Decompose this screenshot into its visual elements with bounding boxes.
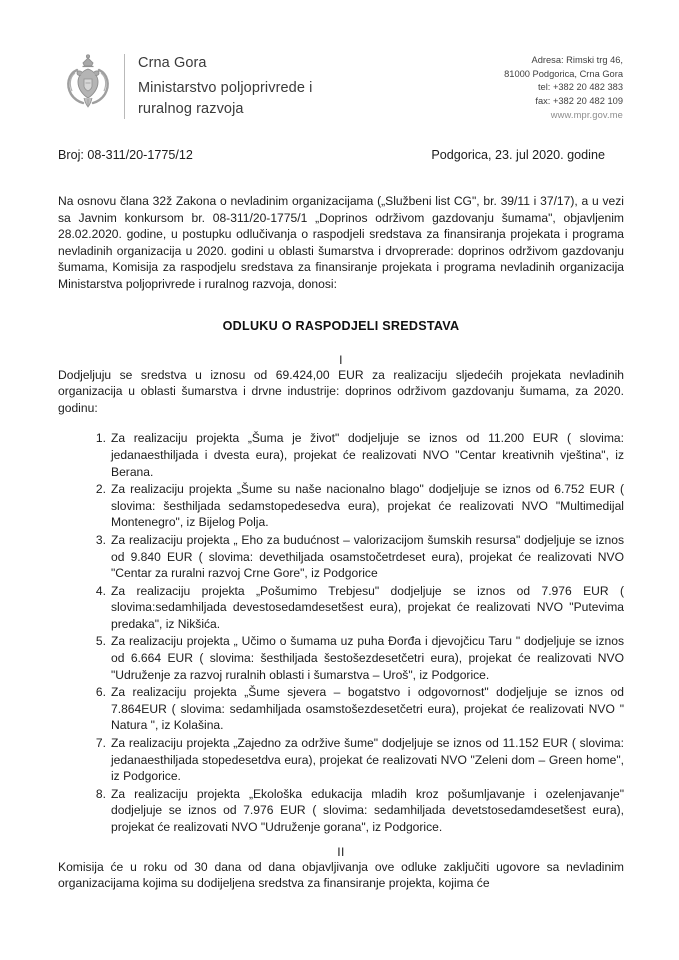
ministry-branding	[62, 52, 312, 119]
preamble-paragraph: Na osnovu člana 32ž Zakona o nevladinim organizacijama („Službeni list CG", br. 39/11 i 37/17), a u vezi sa Javnim konkursom br. 08-311/20-1775/1 „Doprinos održivom gazdovanju šumama", objavljenim 28.02.2020. godine, u postupku odlučivanja o raspodjeli sredstava za finansiranja projekata i programa nevladinih organizacija u 2020. godini u oblasti šumarstva i drvoprerade: doprinos održivom gazdovanju šumama, Komisija za raspodjelu sredstava za finansiranje projekata i programa nevladinih organizacija Ministarstva poljoprivrede i ruralnog razvoja, donosi:	[58, 194, 624, 291]
address-website: www.mpr.gov.me	[550, 109, 623, 120]
address-fax: fax: +382 20 482 109	[535, 95, 623, 106]
montenegro-coat-of-arms-icon	[62, 52, 114, 114]
ministry-name-line-2: ruralnog razvoja	[138, 101, 244, 117]
list-item: Za realizaciju projekta „Šume sjevera – bogatstvo i odgovornost" dodjeljuje se iznos od 7.864EUR ( slovima: sedamhiljada osamstošezdesetčetri eura), projekat će realizovati NVO " Natura ", iz Kolašina.	[111, 685, 624, 733]
document-number: Broj: 08-311/20-1775/12	[58, 148, 193, 162]
contact-address-block	[504, 52, 623, 122]
place-and-date: Podgorica, 23. jul 2020. godine	[431, 148, 605, 162]
address-telephone: tel: +382 20 482 383	[537, 82, 623, 93]
address-city: 81000 Podgorica, Crna Gora	[504, 68, 623, 79]
list-item: Za realizaciju projekta „Pošumimo Trebjesu" dodjeljuje se iznos od 7.976 EUR ( slovima:sedamhiljada devestosedamdesetšest eura), projekat će realizovati NVO "Putevima predaka", iz Nikšića.	[111, 583, 624, 631]
list-item: Za realizaciju projekta „ Učimo o šumama uz puha Đorđa i djevojčicu Taru " dodjeljuje se iznos od 6.664 EUR ( slovima: šesthiljada šestošezdesetčetri eura), projekat će realizovati NVO "Udruženje za razvoj ruralnih oblasti i šumarstva – Uroš", iz Podgorice.	[111, 634, 624, 682]
closing-paragraph: Komisija će u roku od 30 dana od dana objavljivanja ove odluke zaključiti ugovore sa nevladinim organizacijama kojima su dodijeljena sredstva za finansiranje projekta, kojima će	[58, 859, 624, 891]
page-title: ODLUKU O RASPODJELI SREDSTAVA	[222, 318, 460, 333]
list-item: Za realizaciju projekta „Ekološka edukacija mladih kroz pošumljavanje i ozelenjavanje" dodjeljuje se iznos od 7.976 EUR ( slovima: sedamhiljada devetstosedamdesetšest eura), projekat će realizovati NVO "Udruženje gorana", iz Podgorice.	[111, 786, 624, 834]
ministry-name-line-1: Ministarstvo poljoprivrede i	[138, 80, 313, 96]
section-numeral-one: I	[339, 352, 343, 367]
letterhead-divider	[124, 54, 125, 119]
list-item: Za realizaciju projekta „ Eho za budućnost – valorizacijom šumskih resursa" dodjeljuje se iznos od 9.840 EUR ( slovima: devethiljada osamstočetrdeset eura), projekat će realizovati NVO "Centar za ruralni razvoj Crne Gore", iz Podgorice	[111, 532, 624, 581]
ministry-name-block	[138, 52, 312, 119]
reference-row	[58, 148, 623, 162]
awards-list	[58, 430, 624, 835]
list-item: Za realizaciju projekta „Zajedno za održive šume" dodjeljuje se iznos od 11.152 EUR ( slovima: jedanaesthiljada stopedesetdva eura), projekat će realizovati NVO "Zeleni dom – Green home", iz Podgorice.	[111, 736, 624, 784]
list-item: Za realizaciju projekta „Šume su naše nacionalno blago" dodjeljuje se iznos od 6.752 EUR ( slovima: šesthiljada sedamstopedesedva eura), projekat će realizovati NVO "Multimedijal Montenegro", iz Bijelog Polja.	[111, 482, 624, 530]
document-body	[58, 193, 624, 892]
total-amount-paragraph: Dodjeljuju se sredstva u iznosu od 69.424,00 EUR za realizaciju sljedećih projekata nevladinih organizacija u oblasti šumarstva i drvne industrije: doprinos održivom gazdovanju šumama, za 2020. godinu:	[58, 367, 624, 415]
letterhead	[0, 52, 679, 122]
address-street: Adresa: Rimski trg 46,	[531, 55, 623, 65]
section-numeral-two: II	[337, 844, 345, 859]
list-item: Za realizaciju projekta „Šuma je život" dodjeljuje se iznos od 11.200 EUR ( slovima: jedanaesthiljada i dvesta eura), projekat će realizovati NVO "Centar kreativnih vještina", iz Berana.	[111, 431, 624, 479]
country-name: Crna Gora	[138, 55, 207, 71]
